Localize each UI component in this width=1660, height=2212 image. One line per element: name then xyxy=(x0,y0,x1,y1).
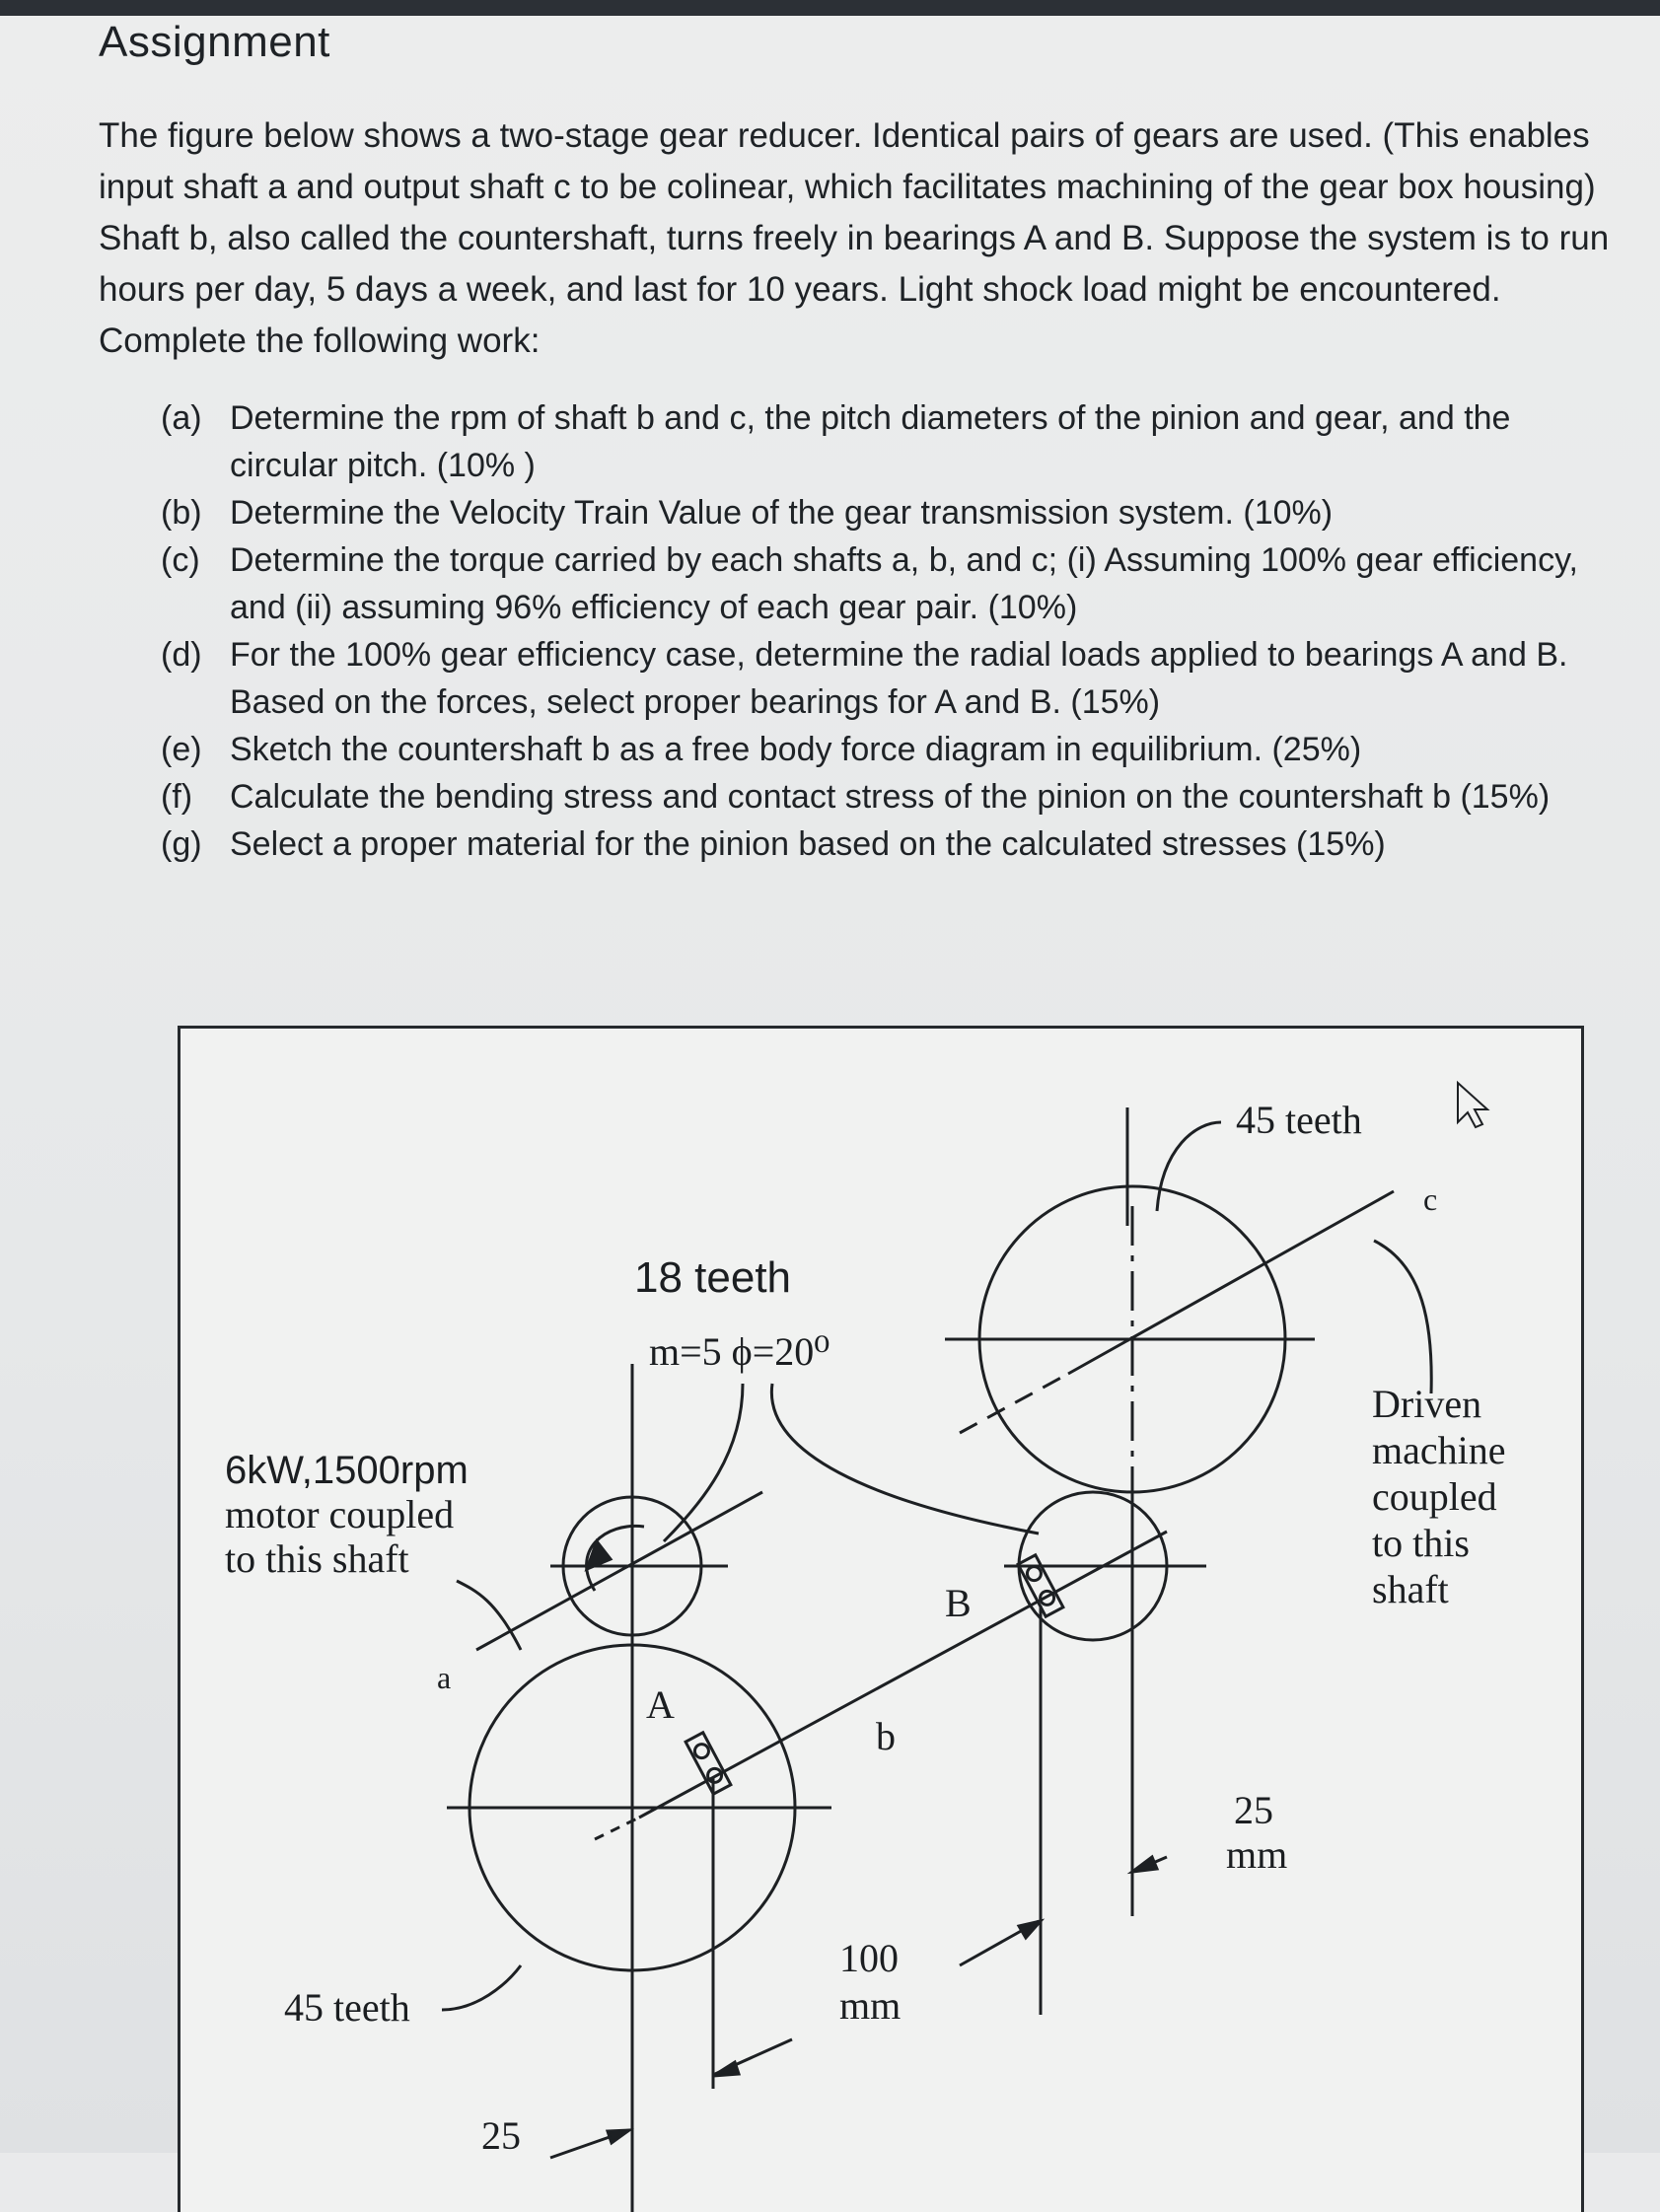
label-driven-line3: coupled xyxy=(1372,1474,1497,1519)
leader-motor xyxy=(457,1581,521,1650)
intro-line: The figure below shows a two-stage gear reducer. Identical pairs of gears are used. (This enables xyxy=(99,116,1590,155)
intro-line: Complete the following work: xyxy=(99,321,541,360)
label-dim-25-bottom: 25 xyxy=(481,2113,521,2158)
label-pinion-spec: m=5 ϕ=20⁰ xyxy=(649,1329,830,1374)
leader-driven xyxy=(1374,1241,1431,1393)
task-label: (c) xyxy=(161,541,200,579)
label-dim-100: 100 xyxy=(839,1936,899,1980)
task-label: (e) xyxy=(161,731,202,768)
task-list xyxy=(161,394,1660,868)
label-driven-line5: shaft xyxy=(1372,1567,1449,1611)
gear-reducer-figure xyxy=(178,1026,1584,2212)
task-item-g xyxy=(161,821,1660,868)
task-item-b xyxy=(161,489,1660,536)
task-label: (a) xyxy=(161,399,202,437)
label-dim-mm-mid: mm xyxy=(839,1983,902,2028)
label-shaft-c: c xyxy=(1423,1181,1438,1217)
dim-25-bottom-arrowhead xyxy=(608,2130,629,2143)
task-item-f xyxy=(161,773,1660,821)
shaft-c-dash xyxy=(960,1374,1068,1433)
label-shaft-b: b xyxy=(876,1714,896,1758)
task-item-a xyxy=(161,394,1660,489)
label-motor-line2: motor coupled xyxy=(225,1492,455,1536)
leader-pinion-b xyxy=(771,1384,1039,1534)
label-motor-line1: 6kW,1500rpm xyxy=(225,1449,469,1492)
label-dim-mm-right: mm xyxy=(1226,1832,1288,1877)
task-item-d xyxy=(161,631,1660,726)
leader-45-teeth-bottom xyxy=(442,1965,521,2010)
assignment-title: Assignment xyxy=(99,18,330,66)
task-text: and (ii) assuming 96% efficiency of each gear pair. (10%) xyxy=(230,589,1078,626)
task-item-e xyxy=(161,726,1660,773)
task-text: Calculate the bending stress and contact stress of the pinion on the countershaft b (15%) xyxy=(230,778,1551,816)
leader-18-teeth xyxy=(664,1384,743,1541)
task-label: (d) xyxy=(161,636,202,674)
countershaft-b xyxy=(639,1532,1167,1818)
task-text: Based on the forces, select proper bearings for A and B. (15%) xyxy=(230,683,1161,721)
gear-diagram xyxy=(180,1029,1581,2212)
screen-top-bezel xyxy=(0,0,1660,16)
bearing-a xyxy=(686,1733,731,1794)
label-45-teeth-top: 45 teeth xyxy=(1236,1098,1362,1142)
mouse-cursor-icon xyxy=(1458,1083,1487,1127)
dim-100-arrowhead-lower xyxy=(713,2062,739,2076)
intro-line: hours per day, 5 days a week, and last for 10 years. Light shock load might be encountered. xyxy=(99,270,1501,309)
task-text: Determine the Velocity Train Value of the gear transmission system. (10%) xyxy=(230,494,1334,532)
task-item-c xyxy=(161,536,1660,631)
task-text: For the 100% gear efficiency case, determine the radial loads applied to bearings A and B. xyxy=(230,636,1568,674)
label-driven-line1: Driven xyxy=(1372,1382,1482,1426)
shaft-c xyxy=(1068,1191,1394,1374)
task-label: (b) xyxy=(161,494,202,532)
dim-100-arrowhead-upper xyxy=(1019,1921,1041,1938)
label-driven-line4: to this xyxy=(1372,1521,1470,1565)
label-bearing-b: B xyxy=(945,1581,972,1625)
intro-line: Shaft b, also called the countershaft, turns freely in bearings A and B. Suppose the system is to run xyxy=(99,219,1610,257)
label-18-teeth: 18 teeth xyxy=(634,1253,792,1302)
shaft-a xyxy=(476,1492,762,1650)
intro-paragraph xyxy=(99,110,1660,367)
label-driven-line2: machine xyxy=(1372,1428,1506,1472)
task-label: (g) xyxy=(161,825,202,863)
label-motor-line3: to this shaft xyxy=(225,1536,409,1581)
label-shaft-a: a xyxy=(437,1660,452,1695)
task-text: circular pitch. (10% ) xyxy=(230,447,536,484)
dim-25mm-arrowhead xyxy=(1132,1857,1157,1872)
task-text: Determine the rpm of shaft b and c, the pitch diameters of the pinion and gear, and the xyxy=(230,399,1511,437)
task-text: Determine the torque carried by each shafts a, b, and c; (i) Assuming 100% gear efficiency, xyxy=(230,541,1579,579)
task-text: Select a proper material for the pinion based on the calculated stresses (15%) xyxy=(230,825,1386,863)
label-dim-25-right: 25 xyxy=(1234,1788,1273,1832)
label-bearing-a: A xyxy=(646,1682,675,1727)
label-45-teeth-bottom: 45 teeth xyxy=(284,1985,410,2030)
intro-line: input shaft a and output shaft c to be colinear, which facilitates machining of the gear box housing) xyxy=(99,168,1596,206)
task-text: Sketch the countershaft b as a free body force diagram in equilibrium. (25%) xyxy=(230,731,1362,768)
task-label: (f) xyxy=(161,778,193,816)
